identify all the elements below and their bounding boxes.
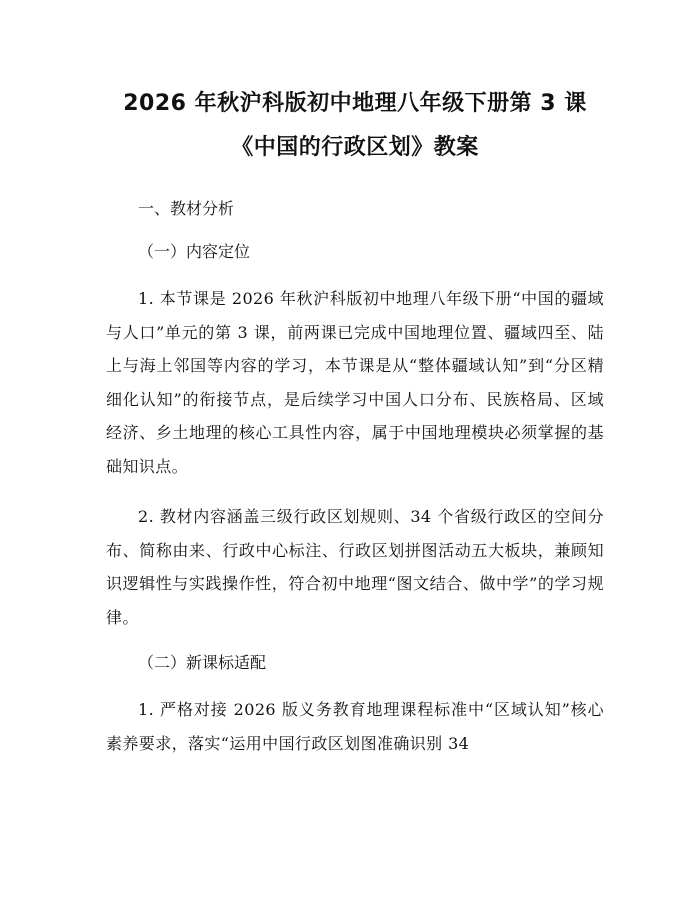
section-heading-textbook-analysis: 一、教材分析: [138, 199, 235, 218]
document-title-line-1: 2026 年秋沪科版初中地理八年级下册第 3 课: [123, 91, 587, 116]
paragraph-curriculum-standard-1: 1. 严格对接 2026 版义务教育地理课程标准中“区域认知”核心素养要求，落实“运用中国行政区划图准确识别 34: [106, 700, 604, 753]
document-title: [96, 0, 614, 170]
subsection-heading-curriculum-standard: （二）新课标适配: [138, 653, 267, 672]
paragraph-content-positioning-2: 2. 教材内容涵盖三级行政区划规则、34 个省级行政区的空间分布、简称由来、行政中心标注、行政区划拼图活动五大板块，兼顾知识逻辑性与实践操作性，符合初中地理“图文结合、做中学”的学习规律。: [106, 507, 604, 627]
paragraph-content-positioning-1: 1. 本节课是 2026 年秋沪科版初中地理八年级下册“中国的疆域与人口”单元的第 3 课，前两课已完成中国地理位置、疆域四至、陆上与海上邻国等内容的学习，本节课是从“整体疆域认知”到“分区精细化认知”的衔接节点，是后续学习中国人口分布、民族格局、区域经济、乡土地理的核心工具性内容，属于中国地理模块必须掌握的基础知识点。: [106, 289, 604, 476]
subsection-heading-content-positioning: （一）内容定位: [138, 242, 251, 261]
document-title-line-2: 《中国的行政区划》教案: [231, 135, 479, 160]
